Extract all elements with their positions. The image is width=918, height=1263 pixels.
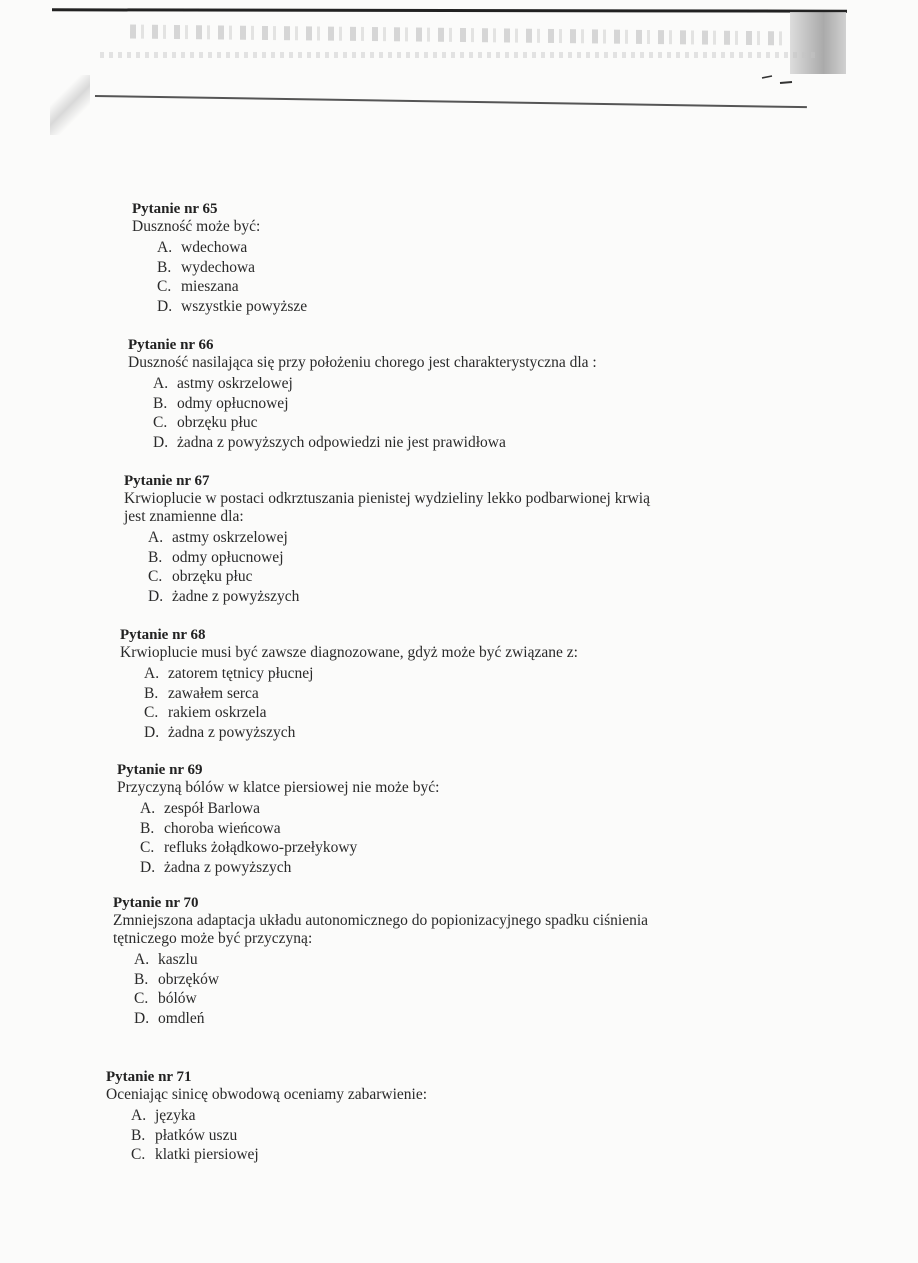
option-text: omdleń (158, 1009, 205, 1027)
answer-option (157, 277, 307, 297)
option-letter: B. (134, 970, 149, 988)
answer-option (131, 1106, 427, 1126)
option-letter: C. (134, 990, 149, 1007)
question-title: Pytanie nr 65 (132, 201, 218, 217)
option-text: żadna z powyższych odpowiedzi nie jest prawidłowa (177, 433, 506, 451)
question-70 (113, 894, 648, 1028)
answer-option (140, 819, 439, 839)
question-title: Pytanie nr 66 (128, 337, 214, 353)
option-letter: B. (153, 394, 168, 412)
option-letter: C. (140, 839, 155, 856)
answer-option (140, 838, 439, 858)
option-letter: A. (140, 800, 156, 817)
answer-option (144, 723, 578, 743)
option-text: astmy oskrzelowej (177, 375, 293, 392)
answer-option (131, 1145, 427, 1165)
answer-options (157, 238, 307, 316)
question-title: Pytanie nr 68 (120, 627, 206, 643)
top-edge-rule (52, 8, 847, 12)
question-65 (132, 200, 307, 316)
option-text: wszystkie powyższe (181, 297, 308, 315)
question-66 (128, 336, 597, 452)
question-text: Duszność nasilająca się przy położeniu chorego jest charakterystyczna dla : (128, 354, 597, 371)
answer-option (140, 799, 439, 819)
answer-option (157, 297, 307, 317)
option-text: wdechowa (181, 239, 248, 256)
answer-options (140, 799, 439, 877)
option-letter: A. (148, 529, 164, 546)
answer-option (144, 664, 578, 684)
answer-option (148, 528, 650, 548)
option-text: zatorem tętnicy płucnej (168, 665, 314, 682)
option-text: odmy opłucnowej (172, 548, 284, 566)
header-rule (95, 95, 807, 108)
option-text: obrzęków (158, 970, 220, 988)
answer-option (144, 703, 578, 723)
answer-option (134, 1009, 648, 1029)
question-text: Krwioplucie w postaci odkrztuszania pienistej wydzieliny lekko podbarwionej krwią (124, 490, 650, 507)
option-text: mieszana (181, 278, 239, 295)
answer-option (131, 1126, 427, 1146)
option-text: astmy oskrzelowej (172, 529, 288, 546)
question-71 (106, 1068, 427, 1165)
option-text: żadna z powyższych (168, 723, 296, 741)
answer-options (144, 664, 578, 742)
option-letter: B. (140, 819, 155, 837)
answer-option (153, 413, 597, 433)
option-text: wydechowa (181, 258, 256, 276)
option-text: zawałem serca (168, 684, 259, 702)
question-68 (120, 626, 578, 742)
answer-option (134, 970, 648, 990)
option-text: rakiem oskrzela (168, 704, 267, 721)
question-title: Pytanie nr 69 (117, 762, 203, 778)
option-letter: C. (153, 414, 168, 431)
option-letter: C. (148, 568, 163, 585)
question-text: Oceniając sinicę obwodową oceniamy zabarwienie: (106, 1086, 428, 1103)
answer-option (140, 858, 439, 878)
answer-options (153, 374, 597, 452)
option-text: klatki piersiowej (155, 1146, 259, 1163)
question-69 (117, 761, 439, 877)
answer-option (153, 374, 597, 394)
question-text-continued: jest znamienne dla: (124, 508, 244, 525)
answer-option (157, 238, 307, 258)
option-letter: D. (140, 858, 156, 876)
question-text: Krwioplucie musi być zawsze diagnozowane, gdyż może być związane z: (120, 644, 578, 661)
option-text: odmy opłucnowej (177, 394, 289, 412)
faded-header-text (130, 25, 790, 46)
answer-option (153, 394, 597, 414)
option-letter: A. (134, 951, 150, 968)
question-text: Duszność może być: (132, 218, 261, 235)
option-letter: B. (144, 684, 159, 702)
question-title: Pytanie nr 70 (113, 895, 199, 911)
option-text: refluks żołądkowo-przełykowy (164, 839, 358, 856)
option-text: języka (155, 1107, 196, 1124)
answer-option (144, 684, 578, 704)
answer-option (134, 950, 648, 970)
answer-option (148, 567, 650, 587)
option-text: płatków uszu (155, 1126, 238, 1144)
answer-option (148, 587, 650, 607)
option-letter: B. (131, 1126, 146, 1144)
option-letter: C. (157, 278, 172, 295)
option-letter: D. (153, 433, 169, 451)
option-letter: C. (144, 704, 159, 721)
question-title: Pytanie nr 67 (124, 473, 210, 489)
option-text: kaszlu (158, 951, 198, 968)
question-text: Zmniejszona adaptacja układu autonomicznego do popionizacyjnego spadku ciśnienia (113, 912, 649, 929)
option-letter: B. (148, 548, 163, 566)
faded-header-text (100, 52, 820, 58)
scan-smudge (50, 75, 90, 135)
answer-options (131, 1106, 427, 1165)
option-letter: A. (153, 375, 169, 392)
stray-mark (760, 74, 794, 86)
answer-option (153, 433, 597, 453)
answer-option (134, 989, 648, 1009)
question-text-continued: tętniczego może być przyczyną: (113, 930, 313, 947)
option-text: żadne z powyższych (172, 587, 300, 605)
scan-shadow (790, 12, 846, 74)
option-letter: A. (157, 239, 173, 256)
option-text: żadna z powyższych (164, 858, 292, 876)
option-text: obrzęku płuc (172, 568, 253, 585)
option-text: obrzęku płuc (177, 414, 258, 431)
option-letter: D. (148, 587, 164, 605)
option-letter: D. (134, 1009, 150, 1027)
option-letter: B. (157, 258, 172, 276)
question-text: Przyczyną bólów w klatce piersiowej nie może być: (117, 779, 440, 796)
option-letter: A. (131, 1107, 147, 1124)
option-letter: A. (144, 665, 160, 682)
option-text: choroba wieńcowa (164, 819, 281, 837)
option-text: bólów (158, 990, 197, 1007)
option-letter: C. (131, 1146, 146, 1163)
answer-options (134, 950, 648, 1028)
question-title: Pytanie nr 71 (106, 1069, 192, 1085)
answer-options (148, 528, 650, 606)
question-67 (124, 472, 650, 606)
option-letter: D. (144, 723, 160, 741)
option-letter: D. (157, 297, 173, 315)
answer-option (157, 258, 307, 278)
option-text: zespół Barlowa (164, 800, 260, 817)
answer-option (148, 548, 650, 568)
